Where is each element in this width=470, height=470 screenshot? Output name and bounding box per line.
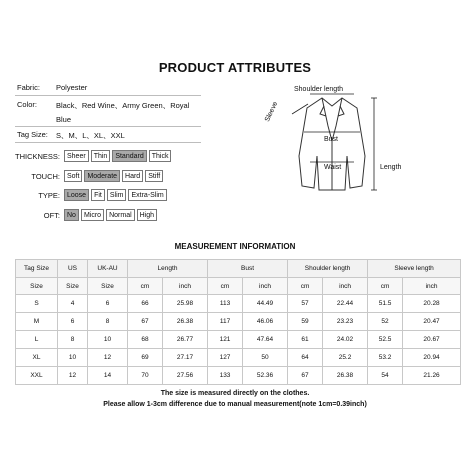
table-cell: 21.26 bbox=[403, 367, 461, 385]
note-difference: Please allow 1-3cm difference due to manual measurement(note 1cm=0.39inch) bbox=[103, 401, 367, 408]
table-cell: 14 bbox=[88, 367, 128, 385]
option-chip: Loose bbox=[64, 189, 89, 201]
unit-header: cm bbox=[128, 278, 163, 295]
unit-header: Size bbox=[16, 278, 58, 295]
table-cell: M bbox=[16, 313, 58, 331]
table-cell: 66 bbox=[128, 295, 163, 313]
unit-header: inch bbox=[323, 278, 368, 295]
table-cell: 23.23 bbox=[323, 313, 368, 331]
table-cell: 52.36 bbox=[243, 367, 288, 385]
property-label: TYPE: bbox=[38, 191, 60, 200]
table-cell: S bbox=[16, 295, 58, 313]
option-chip: Slim bbox=[107, 189, 127, 201]
table-cell: 69 bbox=[128, 349, 163, 367]
property-options bbox=[64, 170, 163, 182]
column-header: US bbox=[58, 260, 88, 278]
size-table bbox=[15, 259, 461, 385]
table-row bbox=[16, 295, 461, 313]
table-cell: 20.47 bbox=[403, 313, 461, 331]
table-cell: 27.56 bbox=[163, 367, 208, 385]
table-cell: 25.98 bbox=[163, 295, 208, 313]
table-cell: 59 bbox=[288, 313, 323, 331]
table-cell: 20.94 bbox=[403, 349, 461, 367]
property-options bbox=[64, 209, 157, 221]
option-chip: Sheer bbox=[64, 150, 89, 162]
table-cell: 133 bbox=[208, 367, 243, 385]
table-cell: 20.67 bbox=[403, 331, 461, 349]
table-cell: 26.77 bbox=[163, 331, 208, 349]
length-label: Length bbox=[380, 164, 402, 171]
property-options bbox=[64, 189, 167, 201]
table-cell: 51.5 bbox=[368, 295, 403, 313]
column-header: Bust bbox=[208, 260, 288, 278]
property-label: THICKNESS: bbox=[14, 152, 60, 161]
note-measured: The size is measured directly on the clothes. bbox=[160, 390, 310, 397]
table-cell: 67 bbox=[128, 313, 163, 331]
table-cell: 64 bbox=[288, 349, 323, 367]
table-cell: XXL bbox=[16, 367, 58, 385]
table-cell: 50 bbox=[243, 349, 288, 367]
divider bbox=[15, 95, 201, 96]
table-subheader-row bbox=[16, 278, 461, 295]
unit-header: cm bbox=[368, 278, 403, 295]
column-header: Sleeve length bbox=[368, 260, 461, 278]
table-cell: 121 bbox=[208, 331, 243, 349]
option-chip: Standard bbox=[112, 150, 146, 162]
table-cell: 52 bbox=[368, 313, 403, 331]
table-cell: 47.64 bbox=[243, 331, 288, 349]
table-cell: 8 bbox=[58, 331, 88, 349]
property-label: TOUCH: bbox=[31, 172, 60, 181]
option-chip: Thick bbox=[149, 150, 172, 162]
table-cell: 61 bbox=[288, 331, 323, 349]
unit-header: Size bbox=[88, 278, 128, 295]
table-cell: 20.28 bbox=[403, 295, 461, 313]
option-chip: Thin bbox=[91, 150, 111, 162]
option-chip: Moderate bbox=[84, 170, 120, 182]
waist-label: Waist bbox=[324, 164, 342, 171]
option-chip: Fit bbox=[91, 189, 105, 201]
table-cell: 26.38 bbox=[163, 313, 208, 331]
table-cell: 12 bbox=[58, 367, 88, 385]
bust-label: Bust bbox=[324, 136, 339, 143]
unit-header: Size bbox=[58, 278, 88, 295]
unit-header: cm bbox=[208, 278, 243, 295]
table-cell: 127 bbox=[208, 349, 243, 367]
table-cell: 4 bbox=[58, 295, 88, 313]
table-cell: 22.44 bbox=[323, 295, 368, 313]
table-cell: 27.17 bbox=[163, 349, 208, 367]
divider bbox=[15, 142, 201, 143]
unit-header: inch bbox=[243, 278, 288, 295]
table-cell: 68 bbox=[128, 331, 163, 349]
table-cell: 117 bbox=[208, 313, 243, 331]
option-chip: Soft bbox=[64, 170, 82, 182]
option-chip: Micro bbox=[81, 209, 104, 221]
table-cell: 10 bbox=[58, 349, 88, 367]
tag-size-label: Tag Size: bbox=[17, 130, 48, 139]
table-cell: 52.5 bbox=[368, 331, 403, 349]
table-cell: 6 bbox=[58, 313, 88, 331]
fabric-value: Polyester bbox=[56, 83, 88, 92]
tag-size-value: S、M、L、XL、XXL bbox=[56, 131, 125, 140]
color-label: Color: bbox=[17, 100, 38, 109]
page-title: PRODUCT ATTRIBUTES bbox=[158, 60, 312, 75]
table-header-row bbox=[16, 260, 461, 278]
table-cell: 46.06 bbox=[243, 313, 288, 331]
measurement-title: MEASUREMENT INFORMATION bbox=[174, 242, 296, 251]
color-value-cont: Blue bbox=[56, 115, 72, 124]
table-cell: 53.2 bbox=[368, 349, 403, 367]
option-chip: Stiff bbox=[145, 170, 163, 182]
option-chip: No bbox=[64, 209, 79, 221]
unit-header: inch bbox=[163, 278, 208, 295]
table-cell: 26.38 bbox=[323, 367, 368, 385]
table-row bbox=[16, 367, 461, 385]
column-header: Shoulder length bbox=[288, 260, 368, 278]
table-cell: 12 bbox=[88, 349, 128, 367]
table-cell: 67 bbox=[288, 367, 323, 385]
table-cell: 24.02 bbox=[323, 331, 368, 349]
column-header: UK-AU bbox=[88, 260, 128, 278]
table-cell: 10 bbox=[88, 331, 128, 349]
column-header: Tag Size bbox=[16, 260, 58, 278]
table-cell: 8 bbox=[88, 313, 128, 331]
table-cell: 6 bbox=[88, 295, 128, 313]
table-cell: L bbox=[16, 331, 58, 349]
garment-diagram bbox=[262, 86, 462, 206]
table-cell: 25.2 bbox=[323, 349, 368, 367]
option-chip: Hard bbox=[122, 170, 143, 182]
table-cell: 57 bbox=[288, 295, 323, 313]
color-value: Black、Red Wine、Army Green、Royal bbox=[56, 101, 190, 110]
table-cell: XL bbox=[16, 349, 58, 367]
option-chip: Normal bbox=[106, 209, 135, 221]
jacket-outline-icon bbox=[262, 86, 462, 206]
column-header: Length bbox=[128, 260, 208, 278]
property-options bbox=[64, 150, 171, 162]
unit-header: inch bbox=[403, 278, 461, 295]
option-chip: High bbox=[137, 209, 157, 221]
table-row bbox=[16, 331, 461, 349]
property-label: OFT: bbox=[43, 211, 60, 220]
table-row bbox=[16, 349, 461, 367]
table-cell: 44.49 bbox=[243, 295, 288, 313]
table-cell: 54 bbox=[368, 367, 403, 385]
unit-header: cm bbox=[288, 278, 323, 295]
table-row bbox=[16, 313, 461, 331]
fabric-label: Fabric: bbox=[17, 83, 40, 92]
table-cell: 70 bbox=[128, 367, 163, 385]
table-cell: 113 bbox=[208, 295, 243, 313]
sleeve-label: Sleeve bbox=[264, 100, 280, 123]
shoulder-label: Shoulder length bbox=[294, 86, 344, 93]
divider bbox=[15, 126, 201, 127]
option-chip: Extra-Slim bbox=[128, 189, 166, 201]
